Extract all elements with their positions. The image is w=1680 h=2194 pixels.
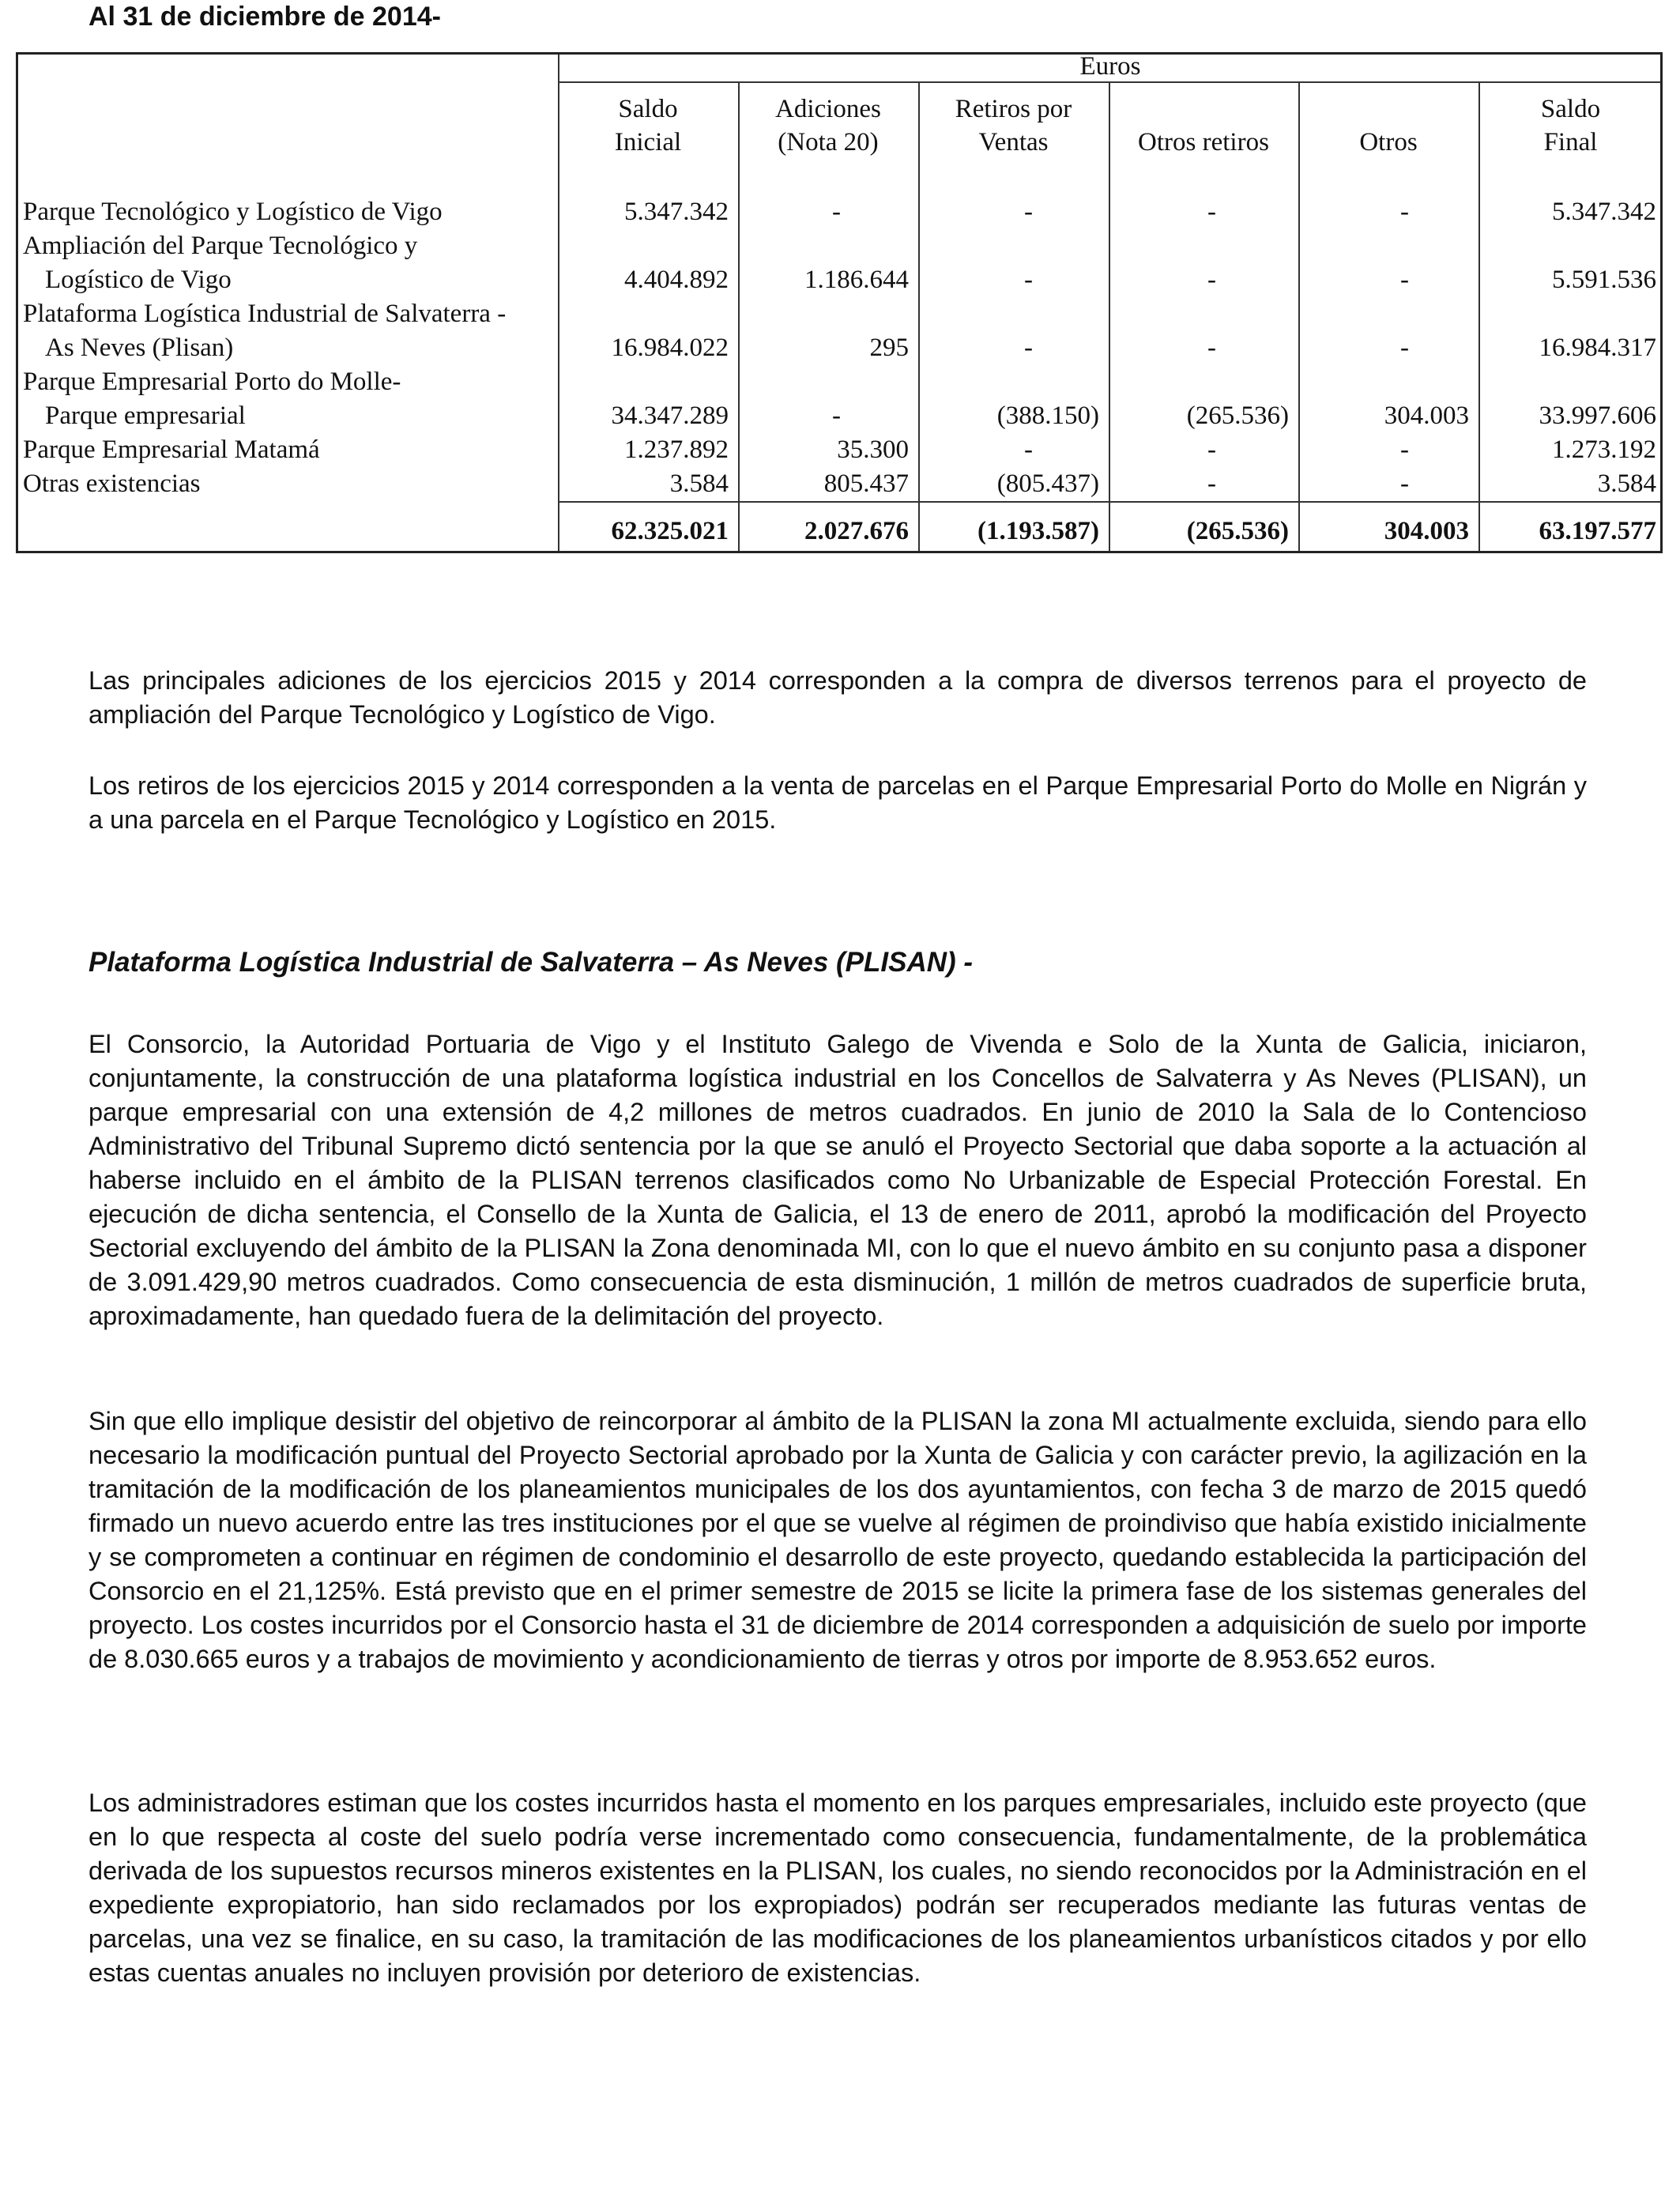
row-label: Parque Empresarial Matamá (23, 435, 320, 464)
cell-value: - (832, 198, 841, 226)
col-header-adiciones: Adiciones (Nota 20) (775, 95, 881, 156)
total-value: 304.003 (1384, 517, 1469, 545)
total-value: 2.027.676 (804, 517, 909, 545)
currency-label: Euros (1079, 52, 1141, 81)
row-label-cont: Logístico de Vigo (45, 266, 232, 294)
total-value: (265.536) (1186, 517, 1289, 545)
paragraph-additions: Las principales adiciones de los ejercicios 2015 y 2014 corresponden a la compra de diversos terrenos para el proyecto de ampliación del Parque Tecnológico y Logístico de Vigo. (89, 666, 1587, 729)
cell-value: 1.237.892 (624, 435, 729, 464)
cell-value: 1.273.192 (1552, 435, 1656, 464)
totals-rule (558, 501, 1660, 503)
paragraph-retirements: Los retiros de los ejercicios 2015 y 2014 corresponden a la venta de parcelas en el Parque Empresarial Porto do Molle en Nigrán y a una parcela en el Parque Tecnológico y Logístico en 2015. (89, 771, 1587, 834)
cell-value: 16.984.317 (1539, 334, 1656, 362)
cell-value: 5.591.536 (1552, 266, 1656, 294)
cell-value: 805.437 (823, 469, 909, 498)
cell-value: - (1024, 198, 1033, 226)
cell-value: 5.347.342 (1552, 198, 1656, 226)
cell-value: - (1400, 334, 1409, 362)
inventory-table (16, 52, 1663, 553)
cell-value: (388.150) (996, 401, 1099, 430)
col-header-otros-retiros: Otros retiros (1138, 128, 1269, 156)
row-label-cont: As Neves (Plisan) (45, 334, 234, 362)
cell-value: - (1207, 435, 1216, 464)
row-label: Ampliación del Parque Tecnológico y (23, 232, 418, 260)
cell-value: - (1400, 266, 1409, 294)
col-header-otros: Otros (1359, 128, 1418, 156)
cell-value: - (1024, 435, 1033, 464)
cell-value: (805.437) (996, 469, 1099, 498)
cell-value: - (1024, 266, 1033, 294)
paragraph-plisan-2: Sin que ello implique desistir del objetivo de reincorporar al ámbito de la PLISAN la zona MI actualmente excluida, siendo para ello necesario la modificación puntual del Proyecto Sectorial aprobado por la Xunta de Galicia y con carácter previo, la agilización en la tramitación de la modificación de los planeamientos municipales de los dos ayuntamientos, con fecha 3 de marzo de 2015 quedó firmado un nuevo acuerdo entre las tres instituciones por el que se vuelve al régimen de proindiviso que había existido inicialmente y se comprometen a continuar en régimen de condominio el desarrollo de este proyecto, quedando establecida la participación del Consorcio en el 21,125%. Está previsto que en el primer semestre de 2015 se licite la primera fase de los sistemas generales del proyecto. Los costes incurridos por el Consorcio hasta el 31 de diciembre de 2014 corresponden a adquisición de suelo por importe de 8.030.665 euros y a trabajos de movimiento y acondicionamiento de tierras y otros por importe de 8.953.652 euros. (89, 1407, 1587, 1673)
col-header-retiros-ventas: Retiros por Ventas (955, 95, 1072, 156)
row-label: Parque Empresarial Porto do Molle- (23, 368, 401, 396)
cell-value: 34.347.289 (611, 401, 729, 430)
paragraph-plisan-3: Los administradores estiman que los costes incurridos hasta el momento en los parques empresariales, incluido este proyecto (que en lo que respecta al coste del suelo podría verse incrementado como consecuencia, fundamentalmente, de la problemática derivada de los supuestos recursos mineros existentes en la PLISAN, los cuales, no siendo reconocidos por la Administración en el expediente expropiatorio, han sido reclamados por los expropiados) podrán ser recuperados mediante las futuras ventas de parcelas, una vez se finalice, en su caso, la tramitación de las modificaciones de los planeamientos urbanísticos citados y por ello estas cuentas anuales no incluyen provisión por deterioro de existencias. (89, 1789, 1587, 1987)
paragraph-plisan-1: El Consorcio, la Autoridad Portuaria de Vigo y el Instituto Galego de Vivenda e Solo de la Xunta de Galicia, iniciaron, conjuntamente, la construcción de una plataforma logística industrial en los Concellos de Salvaterra y As Neves (PLISAN), un parque empresarial con una extensión de 4,2 millones de metros cuadrados. En junio de 2010 la Sala de lo Contencioso Administrativo del Tribunal Supremo dictó sentencia por la que se anuló el Proyecto Sectorial que daba soporte a la actuación al haberse incluido en el ámbito de la PLISAN terrenos clasificados como No Urbanizable de Especial Protección Forestal. En ejecución de dicha sentencia, el Consello de la Xunta de Galicia, el 13 de enero de 2011, aprobó la modificación del Proyecto Sectorial excluyendo del ámbito de la PLISAN la Zona denominada MI, con lo que el nuevo ámbito en su conjunto pasa a disponer de 3.091.429,90 metros cuadrados. Como consecuencia de esta disminución, 1 millón de metros cuadrados de superficie bruta, aproximadamente, han quedado fuera de la delimitación del proyecto. (89, 1030, 1587, 1330)
cell-value: - (1207, 469, 1216, 498)
total-value: 63.197.577 (1539, 517, 1656, 545)
cell-value: 295 (869, 334, 909, 362)
cell-value: 5.347.342 (624, 198, 729, 226)
cell-value: - (1400, 435, 1409, 464)
cell-value: - (1024, 334, 1033, 362)
cell-value: - (1400, 469, 1409, 498)
page-heading: Al 31 de diciembre de 2014- (89, 2, 441, 32)
cell-value: 35.300 (837, 435, 909, 464)
cell-value: 3.584 (1597, 469, 1656, 498)
cell-value: - (1207, 266, 1216, 294)
cell-value: 33.997.606 (1539, 401, 1656, 430)
total-value: 62.325.021 (611, 517, 729, 545)
row-label: Otras existencias (23, 469, 201, 498)
section-title: Plataforma Logística Industrial de Salvaterra – As Neves (PLISAN) - (89, 947, 974, 978)
cell-value: 1.186.644 (804, 266, 909, 294)
cell-value: (265.536) (1186, 401, 1289, 430)
col-header-saldo-final: Saldo Final (1540, 95, 1601, 156)
row-label: Plataforma Logística Industrial de Salvaterra - (23, 300, 507, 328)
cell-value: 304.003 (1384, 401, 1469, 430)
cell-value: 16.984.022 (611, 334, 729, 362)
cell-value: - (1207, 334, 1216, 362)
cell-value: 3.584 (669, 469, 729, 498)
cell-value: - (832, 401, 841, 430)
row-label-cont: Parque empresarial (45, 401, 246, 430)
total-value: (1.193.587) (977, 517, 1099, 545)
row-label: Parque Tecnológico y Logístico de Vigo (23, 198, 443, 226)
cell-value: 4.404.892 (624, 266, 729, 294)
cell-value: - (1400, 198, 1409, 226)
col-header-saldo-inicial: Saldo Inicial (614, 95, 682, 156)
cell-value: - (1207, 198, 1216, 226)
